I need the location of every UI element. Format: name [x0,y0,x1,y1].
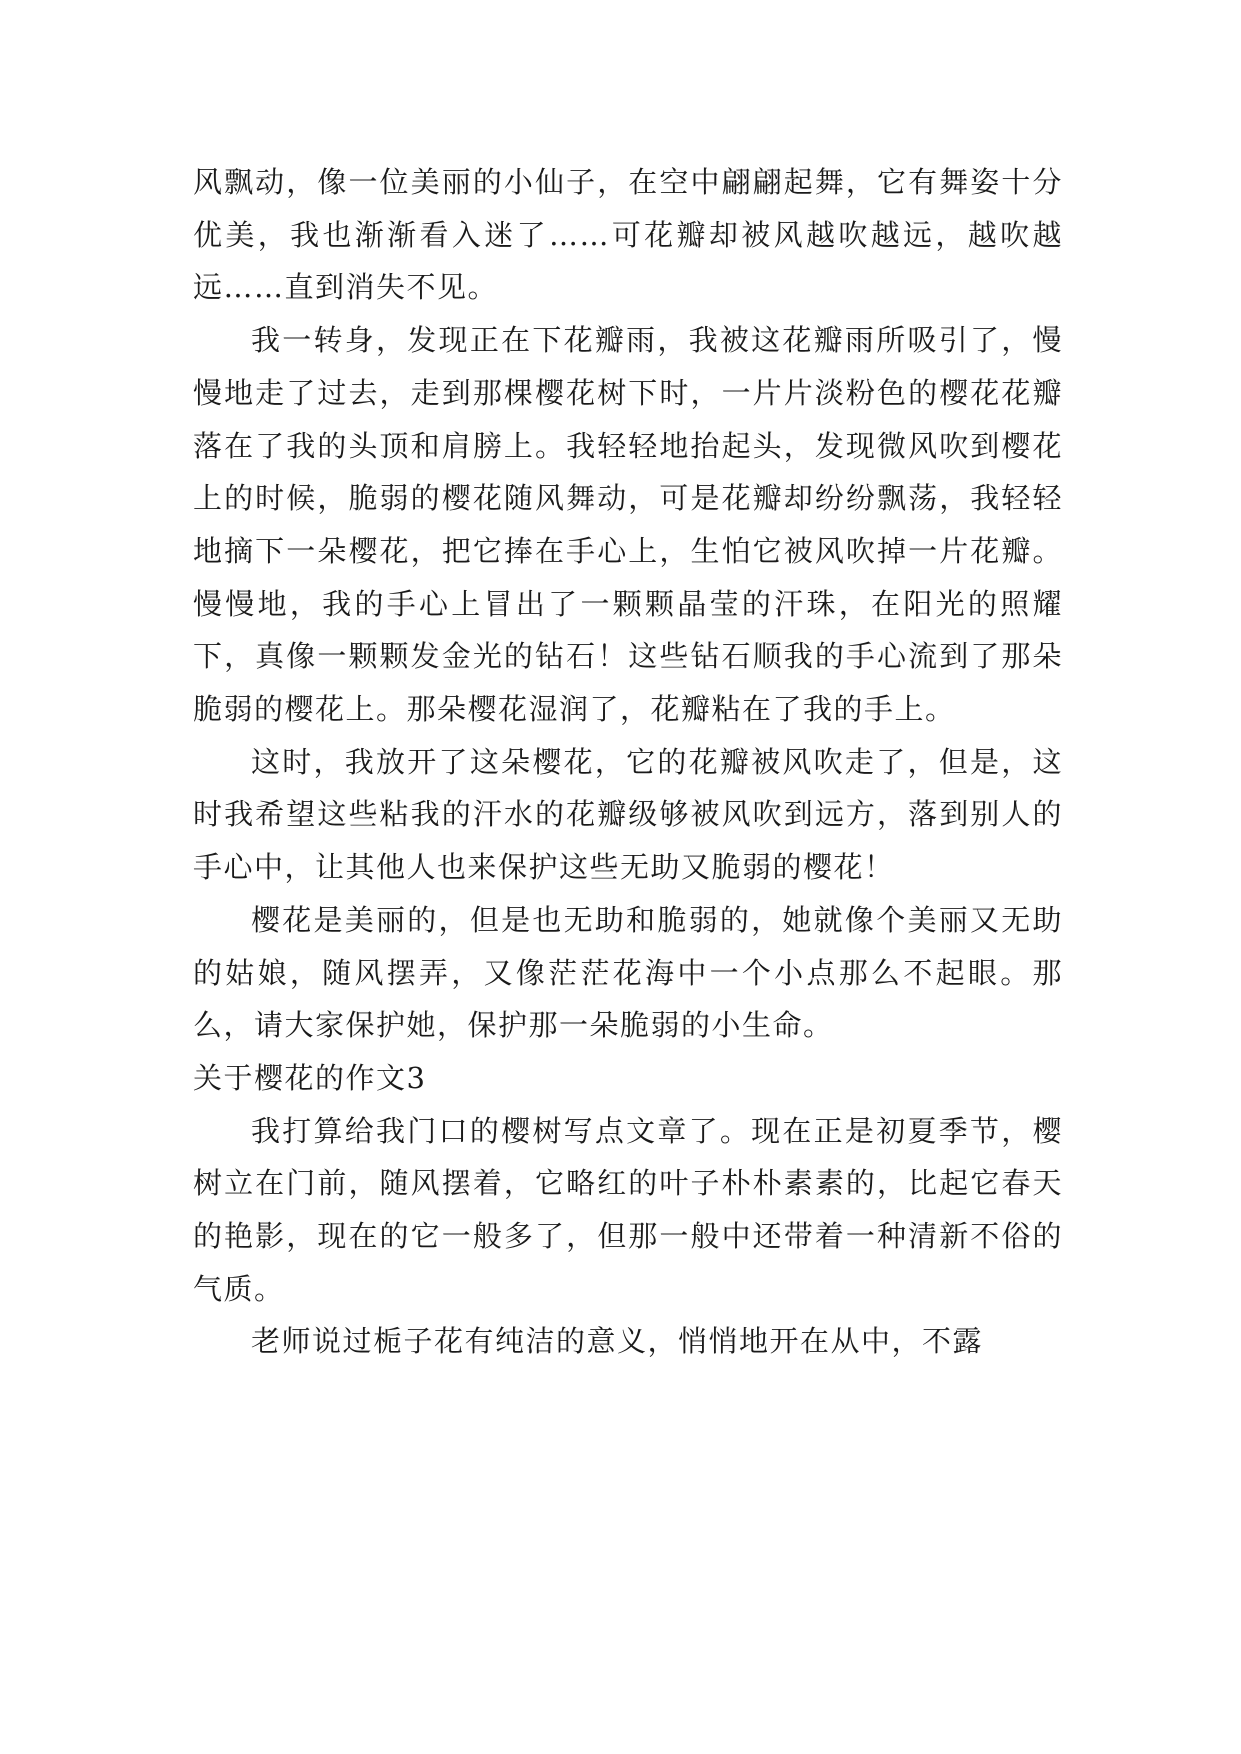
paragraph-teacher-said: 老师说过栀子花有纯洁的意义，悄悄地开在从中，不露 [251,1324,984,1359]
document-body [193,156,1063,1368]
paragraph-release-flower: 这时，我放开了这朵樱花，它的花瓣被风吹走了，但是，这时我希望这些粘我的汗水的花瓣级够被风吹到远方，落到别人的手心中，让其他人也来保护这些无助又脆弱的樱花！ [193,744,1063,885]
paragraph-early-summer: 我打算给我门口的樱树写点文章了。现在正是初夏季节，樱树立在门前，随风摆着，它略红的叶子朴朴素素的，比起它春天的艳影，现在的它一般多了，但那一般中还带着一种清新不俗的气质。 [193,1113,1063,1306]
paragraph-continued: 风飘动，像一位美丽的小仙子，在空中翩翩起舞，它有舞姿十分优美，我也渐渐看入迷了……可花瓣却被风越吹越远，越吹越远……直到消失不见。 [193,165,1063,305]
paragraph-petal-rain: 我一转身，发现正在下花瓣雨，我被这花瓣雨所吸引了，慢慢地走了过去，走到那棵樱花树下时，一片片淡粉色的樱花花瓣落在了我的头顶和肩膀上。我轻轻地抬起头，发现微风吹到樱花上的时候，脆弱的樱花随风舞动，可是花瓣却纷纷飘荡，我轻轻地摘下一朵樱花，把它捧在手心上，生怕它被风吹掉一片花瓣。慢慢地，我的手心上冒出了一颗颗晶莹的汗珠，在阳光的照耀下，真像一颗颗发金光的钻石！这些钻石顺我的手心流到了那朵脆弱的樱花上。那朵樱花湿润了，花瓣粘在了我的手上。 [193,323,1063,727]
paragraph-conclusion: 樱花是美丽的，但是也无助和脆弱的，她就像个美丽又无助的姑娘，随风摆弄，又像茫茫花海中一个小点那么不起眼。那么，请大家保护她，保护那一朵脆弱的小生命。 [193,902,1063,1043]
section-heading: 关于樱花的作文3 [193,1060,427,1095]
